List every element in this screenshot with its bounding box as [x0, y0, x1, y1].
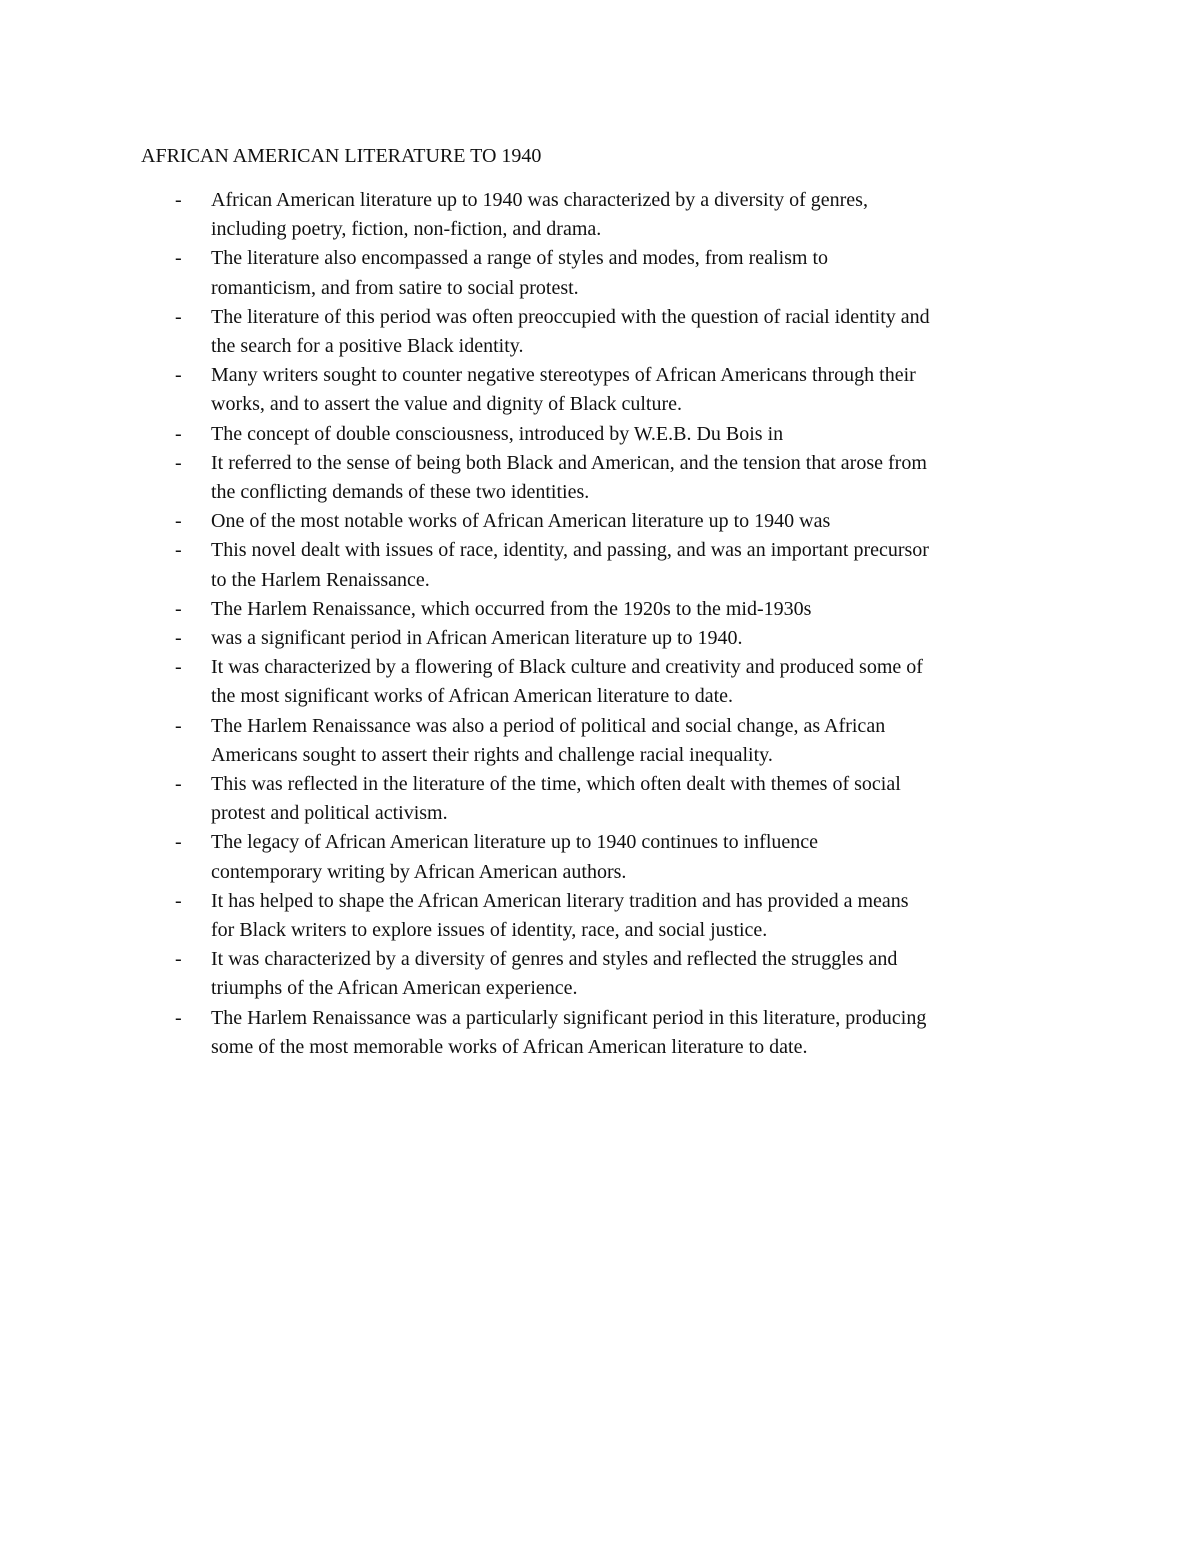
bullet-marker: - — [175, 773, 182, 796]
bullet-marker: - — [175, 451, 182, 474]
list-item — [0, 1004, 1071, 1062]
bullet-text-line: protest and political activism. — [211, 802, 448, 825]
list-item — [0, 244, 1071, 302]
bullet-text-line: The Harlem Renaissance, which occurred from the 1920s to the mid-1930s — [211, 597, 812, 620]
bullet-text-line: The concept of double consciousness, introduced by W.E.B. Du Bois in — [211, 422, 784, 445]
bullet-text-line: The legacy of African American literature up to 1940 continues to influence — [211, 831, 819, 854]
bullet-text-line: It was characterized by a diversity of genres and styles and reflected the struggles and — [211, 948, 898, 971]
bullet-marker: - — [175, 597, 182, 620]
bullet-text-line: The literature of this period was often preoccupied with the question of racial identity and — [211, 305, 930, 328]
list-item — [0, 712, 1071, 770]
bullet-marker: - — [175, 422, 182, 445]
list-item — [0, 507, 1071, 536]
bullet-text-line: It was characterized by a flowering of Black culture and creativity and produced some of — [211, 656, 923, 679]
list-item — [0, 449, 1071, 507]
bullet-text-line: This novel dealt with issues of race, identity, and passing, and was an important precursor — [211, 539, 929, 562]
bullet-marker: - — [175, 247, 182, 270]
bullet-text-line: triumphs of the African American experience. — [211, 977, 578, 1000]
bullet-text-line: the most significant works of African American literature to date. — [211, 685, 734, 708]
bullet-text-line: for Black writers to explore issues of identity, race, and social justice. — [211, 919, 768, 942]
list-item — [0, 361, 1071, 419]
bullet-text-line: contemporary writing by African American authors. — [211, 860, 627, 883]
bullet-marker: - — [175, 656, 182, 679]
bullet-marker: - — [175, 948, 182, 971]
list-item — [0, 303, 1071, 361]
bullet-marker: - — [175, 889, 182, 912]
bullet-marker: - — [175, 714, 182, 737]
bullet-text-line: The Harlem Renaissance was a particularly significant period in this literature, producing — [211, 1006, 927, 1029]
bullet-marker: - — [175, 1006, 182, 1029]
bullet-text-line: The literature also encompassed a range of styles and modes, from realism to — [211, 247, 829, 270]
bullet-marker: - — [175, 189, 182, 211]
bullet-text-line: It has helped to shape the African American literary tradition and has provided a means — [211, 889, 909, 912]
list-item — [0, 653, 1071, 711]
bullet-text-line: One of the most notable works of African American literature up to 1940 was — [211, 510, 831, 533]
list-item — [0, 945, 1071, 1003]
list-item — [0, 536, 1071, 594]
bullet-text-line: the search for a positive Black identity. — [211, 335, 524, 358]
list-item — [0, 624, 1071, 653]
bullet-text-line: was a significant period in African American literature up to 1940. — [211, 627, 743, 650]
bullet-text-line: romanticism, and from satire to social protest. — [211, 276, 579, 299]
list-item — [0, 595, 1071, 624]
bullet-list — [0, 186, 1071, 1062]
list-item — [0, 828, 1071, 886]
list-item — [0, 186, 1071, 244]
bullet-text-line: Many writers sought to counter negative stereotypes of African Americans through their — [211, 364, 916, 387]
bullet-text-line: It referred to the sense of being both Black and American, and the tension that arose from — [211, 451, 927, 474]
bullet-text-line: Americans sought to assert their rights and challenge racial inequality. — [211, 743, 773, 766]
bullet-text-line: some of the most memorable works of African American literature to date. — [211, 1035, 808, 1058]
bullet-text-line: including poetry, fiction, non-fiction, and drama. — [211, 218, 602, 241]
bullet-marker: - — [175, 510, 182, 533]
bullet-marker: - — [175, 539, 182, 562]
bullet-text-line: This was reflected in the literature of the time, which often dealt with themes of social — [211, 773, 901, 796]
bullet-text-line: works, and to assert the value and dignity of Black culture. — [211, 393, 682, 416]
bullet-marker: - — [175, 364, 182, 387]
bullet-text-line: The Harlem Renaissance was also a period of political and social change, as African — [211, 714, 886, 737]
bullet-marker: - — [175, 627, 182, 650]
document-title: AFRICAN AMERICAN LITERATURE TO 1940 — [141, 145, 542, 167]
bullet-marker: - — [175, 305, 182, 328]
bullet-text-line: the conflicting demands of these two identities. — [211, 481, 590, 504]
bullet-text-line: to the Harlem Renaissance. — [211, 568, 430, 591]
bullet-marker: - — [175, 831, 182, 854]
list-item — [0, 770, 1071, 828]
bullet-text-line: African American literature up to 1940 was characterized by a diversity of genres, — [211, 189, 868, 211]
list-item — [0, 420, 1071, 449]
list-item — [0, 887, 1071, 945]
